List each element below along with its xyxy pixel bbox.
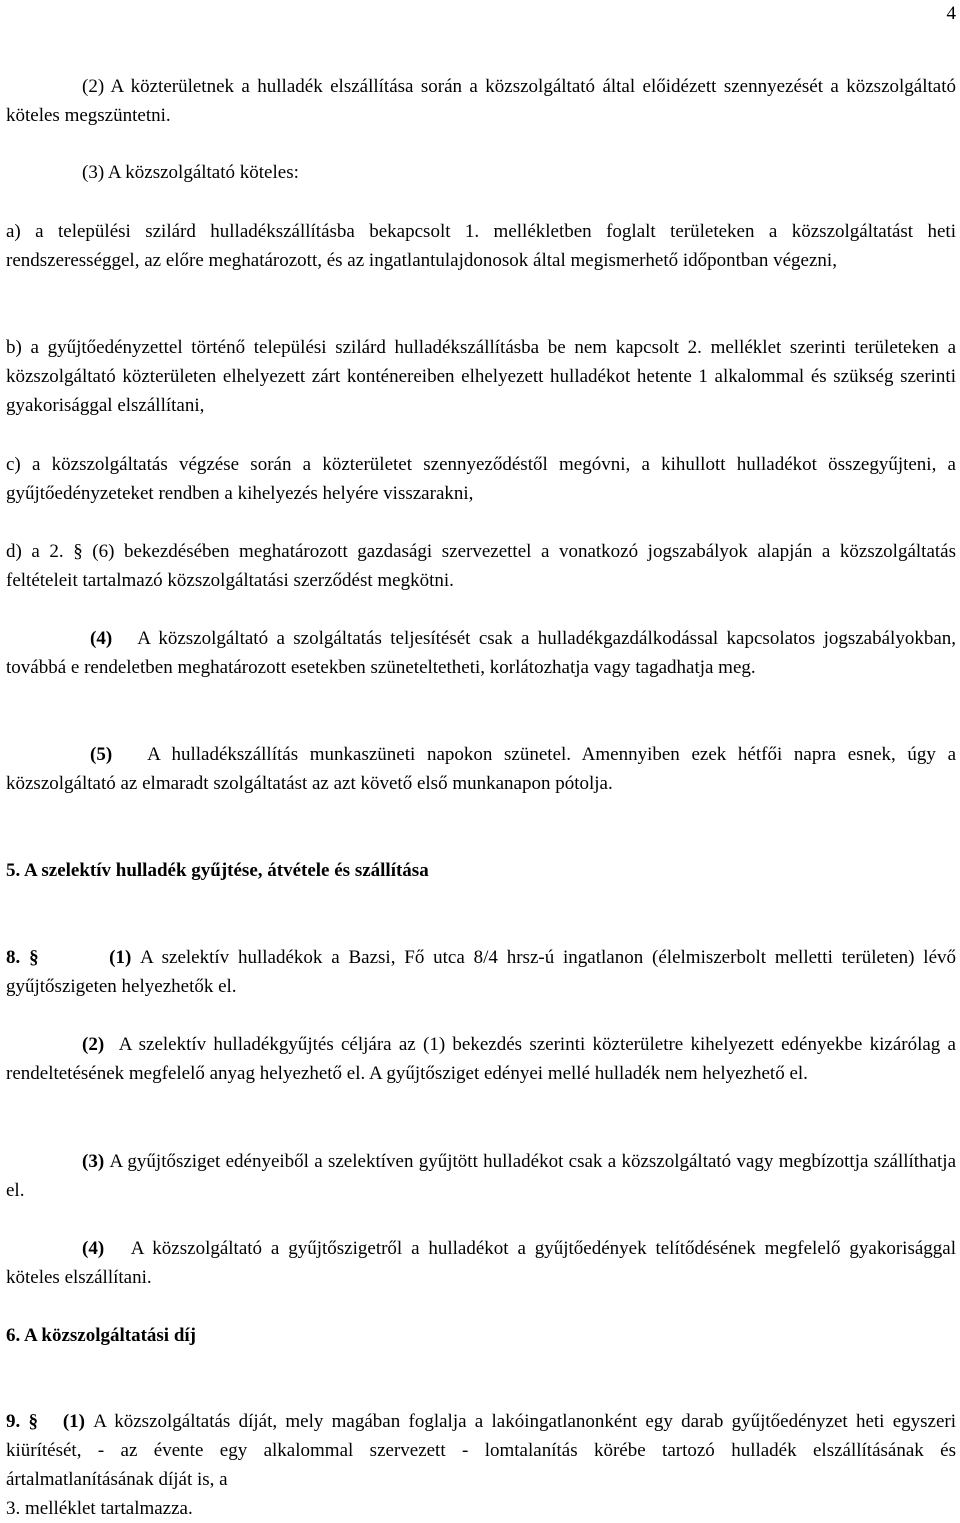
section-8-2-number: (2) — [82, 1034, 105, 1055]
section-8-paragraph-4 — [6, 1234, 956, 1292]
page-number: 4 — [946, 3, 956, 24]
section-9-1-text: A közszolgáltatás díját, mely magában foglalja a lakóingatlanonként egy darab gyűjtőedényzet heti egyszeri kiürítését, - az évente egy alkalommal szervezett - lomtalanítás körébe tartozó hulladék elszállításának és ártalmatlanításának díját is, a — [6, 1411, 957, 1490]
section-8-1-text: A szelektív hulladékok a Bazsi, Fő utca 8/4 hrsz-ú ingatlanon (élelmiszerbolt melletti területen) lévő gyűjtőszigeten helyezhetők el. — [6, 947, 957, 997]
section-8-paragraph-3 — [6, 1147, 956, 1205]
paragraph-3-intro: (3) A közszolgáltató köteles: — [82, 162, 299, 183]
paragraph-5-number: (5) — [90, 744, 113, 765]
section-8-1-number: (1) — [109, 947, 132, 968]
section-8-4-text: A közszolgáltató a gyűjtőszigetről a hulladékot a gyűjtőedények telítődésének megfelelő gyakorisággal köteles elszállítani. — [6, 1238, 956, 1288]
section-8-number: 8. § — [6, 947, 39, 968]
paragraph-4 — [6, 624, 956, 682]
paragraph-2: (2) A közterületnek a hulladék elszállítása során a közszolgáltató által előidézett szennyezését a közszolgáltató köteles megszüntetni. — [6, 76, 956, 126]
section-heading-5: 5. A szelektív hulladék gyűjtése, átvétele és szállítása — [6, 860, 429, 881]
paragraph-3b: b) a gyűjtőedényzettel történő települési szilárd hulladékszállításba be nem kapcsolt 2. melléklet szerinti területeken a közszolgáltató közterületen elhelyezett zárt konténereiben elhelyezett hulladékot hetente 1 alkalommal és szükség szerinti gyakorisággal elszállítani, — [6, 337, 956, 416]
section-8-4-number: (4) — [82, 1238, 105, 1259]
section-8-paragraph-2 — [6, 1030, 956, 1088]
paragraph-5-text: A hulladékszállítás munkaszüneti napokon szünetel. Amennyiben ezek hétfői napra esnek, úgy a közszolgáltató az elmaradt szolgáltatást az azt követő első munkanapon pótolja. — [6, 744, 956, 794]
section-8-3-text: A gyűjtősziget edényeiből a szelektíven gyűjtött hulladékot csak a közszolgáltató vagy megbízottja szállíthatja el. — [6, 1151, 956, 1201]
paragraph-3c: c) a közszolgáltatás végzése során a közterületet szennyeződéstől megóvni, a kihullott hulladékot összegyűjteni, a gyűjtőedényzeteket rendben a kihelyezés helyére visszarakni, — [6, 454, 956, 504]
section-9-paragraph-1 — [6, 1407, 956, 1523]
paragraph-3d: d) a 2. § (6) bekezdésében meghatározott gazdasági szervezettel a vonatkozó jogszabályok alapján a közszolgáltatás feltételeit tartalmazó közszolgáltatási szerződést megkötni. — [6, 541, 956, 591]
paragraph-4-text: A közszolgáltató a szolgáltatás teljesítését csak a hulladékgazdálkodással kapcsolatos jogszabályokban, továbbá e rendeletben meghatározott esetekben szüneteltetheti, korlátozhatja vagy tagadhatja meg. — [6, 628, 957, 678]
section-8-3-number: (3) — [82, 1151, 105, 1172]
section-8-2-text: A szelektív hulladékgyűjtés céljára az (1) bekezdés szerinti közterületre kihelyezett edényekbe kizárólag a rendeltetésének megfelelő anyag helyezhető el. A gyűjtősziget edényei mellé hulladék nem helyezhető el. — [6, 1034, 956, 1084]
paragraph-5 — [6, 740, 956, 798]
section-9-number: 9. § — [6, 1411, 39, 1432]
section-9-1-end: 3. melléklet tartalmazza. — [6, 1498, 193, 1519]
section-heading-6: 6. A közszolgáltatási díj — [6, 1325, 197, 1346]
section-8-paragraph-1 — [6, 943, 956, 1001]
paragraph-3a: a) a települési szilárd hulladékszállításba bekapcsolt 1. mellékletben foglalt területeken a közszolgáltatást heti rendszerességgel, az előre meghatározott, és az ingatlantulajdonosok által megismerhető időpontban végezni, — [6, 221, 956, 271]
section-9-1-number: (1) — [62, 1411, 86, 1432]
paragraph-4-number: (4) — [90, 628, 113, 649]
